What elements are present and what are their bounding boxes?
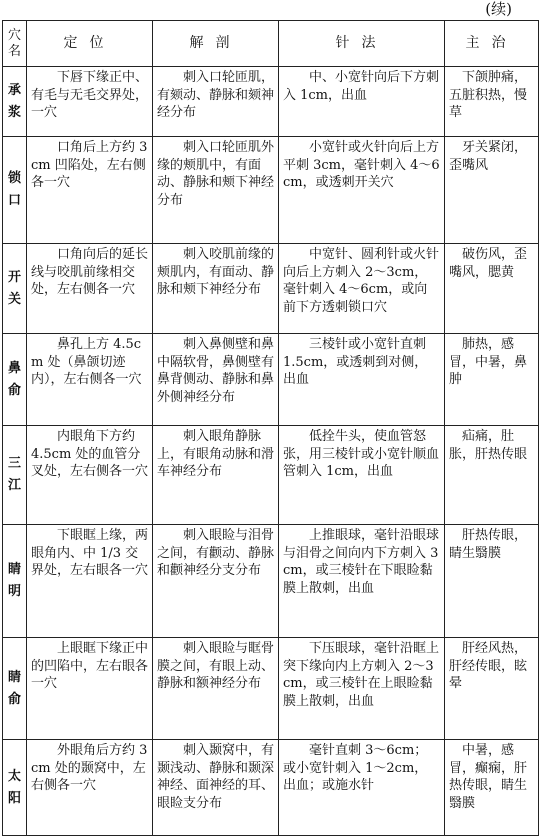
anatomy-cell: 刺入眼睑与眶骨膜之间，有眼上动、静脉和额神经分布 [153, 638, 279, 740]
anatomy-cell: 刺入鼻侧壁和鼻中隔软骨，鼻侧壁有鼻背侧动、静脉和鼻外侧神经分布 [153, 334, 279, 426]
acupoint-name: 锁口 [3, 137, 27, 244]
acupoint-name: 承浆 [3, 67, 27, 137]
anatomy-cell: 刺入口轮匝肌，有颏动、静脉和颏神经分布 [153, 67, 279, 137]
header-name [3, 21, 27, 67]
table-row [3, 525, 539, 638]
method-cell: 下压眼球，毫针沿眶上突下缘向内上方刺入 2～3cm，或三棱针在上眼睑黏膜上散刺，出血 [279, 638, 445, 740]
acupoint-table [2, 20, 539, 836]
method-cell: 三棱针或小宽针直刺 1.5cm，或透刺到对侧，出血 [279, 334, 445, 426]
header-method: 针法 [279, 21, 445, 67]
location-cell: 口角向后的延长线与咬肌前缘相交处，左右侧各一穴 [27, 244, 153, 334]
table-row [3, 334, 539, 426]
anatomy-cell: 刺入咬肌前缘的颊肌内，有面动、静脉和颊下神经分布 [153, 244, 279, 334]
method-cell: 毫针直刺 3～6cm；或小宽针刺入 1～2cm，出血；或施水针 [279, 740, 445, 836]
indication-cell: 中暑，感冒，癫痫，肝热传眼，睛生翳膜 [445, 740, 539, 836]
indication-cell: 牙关紧闭，歪嘴风 [445, 137, 539, 244]
header-indication: 主治 [445, 21, 539, 67]
anatomy-cell: 刺入口轮匝肌外缘的颊肌中，有面动、静脉和颊下神经分布 [153, 137, 279, 244]
indication-cell: 破伤风，歪嘴风，腮黄 [445, 244, 539, 334]
continued-label: (续) [485, 0, 512, 18]
header-location: 定位 [27, 21, 153, 67]
method-cell: 上推眼球，毫针沿眼球与泪骨之间向内下方刺入 3cm，或三棱针在下眼睑黏膜上散刺，出血 [279, 525, 445, 638]
method-cell: 中、小宽针向后下方刺入 1cm，出血 [279, 67, 445, 137]
table-row [3, 740, 539, 836]
table-header-row [3, 21, 539, 67]
indication-cell: 肝经风热，肝经传眼，眩晕 [445, 638, 539, 740]
anatomy-cell: 刺入眼角静脉上，有眼角动脉和滑车神经分布 [153, 426, 279, 525]
acupoint-name: 开关 [3, 244, 27, 334]
indication-cell: 疝痛，肚胀，肝热传眼 [445, 426, 539, 525]
acupoint-name: 睛明 [3, 525, 27, 638]
acupoint-name: 鼻俞 [3, 334, 27, 426]
indication-cell: 下颌肿痛，五脏积热，慢草 [445, 67, 539, 137]
anatomy-cell: 刺入颞窝中，有颞浅动、静脉和颞深神经、面神经的耳、眼睑支分布 [153, 740, 279, 836]
method-cell: 低拴牛头，使血管怒张，用三棱针或小宽针顺血管刺入 1cm，出血 [279, 426, 445, 525]
location-cell: 内眼角下方约 4.5cm 处的血管分叉处，左右侧各一穴 [27, 426, 153, 525]
header-anatomy: 解剖 [153, 21, 279, 67]
table-row [3, 244, 539, 334]
method-cell: 小宽针或火针向后上方平刺 3cm，毫针刺入 4～6cm，或透刺开关穴 [279, 137, 445, 244]
indication-cell: 肝热传眼，睛生翳膜 [445, 525, 539, 638]
location-cell: 外眼角后方约 3cm 处的颞窝中，左右侧各一穴 [27, 740, 153, 836]
location-cell: 上眼眶下缘正中的凹陷中，左右眼各一穴 [27, 638, 153, 740]
table-row [3, 67, 539, 137]
table-row [3, 638, 539, 740]
table-row [3, 137, 539, 244]
method-cell: 中宽针、圆利针或火针向后上方刺入 2～3cm，毫针刺入 4～6cm，或向前下方透刺锁口穴 [279, 244, 445, 334]
location-cell: 口角后上方约 3cm 凹陷处，左右侧各一穴 [27, 137, 153, 244]
location-cell: 下眼眶上缘，两眼角内、中 1/3 交界处，左右眼各一穴 [27, 525, 153, 638]
acupoint-name: 三江 [3, 426, 27, 525]
indication-cell: 肺热，感冒，中暑，鼻肿 [445, 334, 539, 426]
header-name-text: 穴名 [7, 27, 21, 59]
table-row [3, 426, 539, 525]
location-cell: 鼻孔上方 4.5cm 处（鼻颌切迹内），左右侧各一穴 [27, 334, 153, 426]
acupoint-name: 太阳 [3, 740, 27, 836]
anatomy-cell: 刺入眼睑与泪骨之间，有颧动、静脉和颧神经分支分布 [153, 525, 279, 638]
acupoint-name: 睛俞 [3, 638, 27, 740]
location-cell: 下唇下缘正中、有毛与无毛交界处，一穴 [27, 67, 153, 137]
